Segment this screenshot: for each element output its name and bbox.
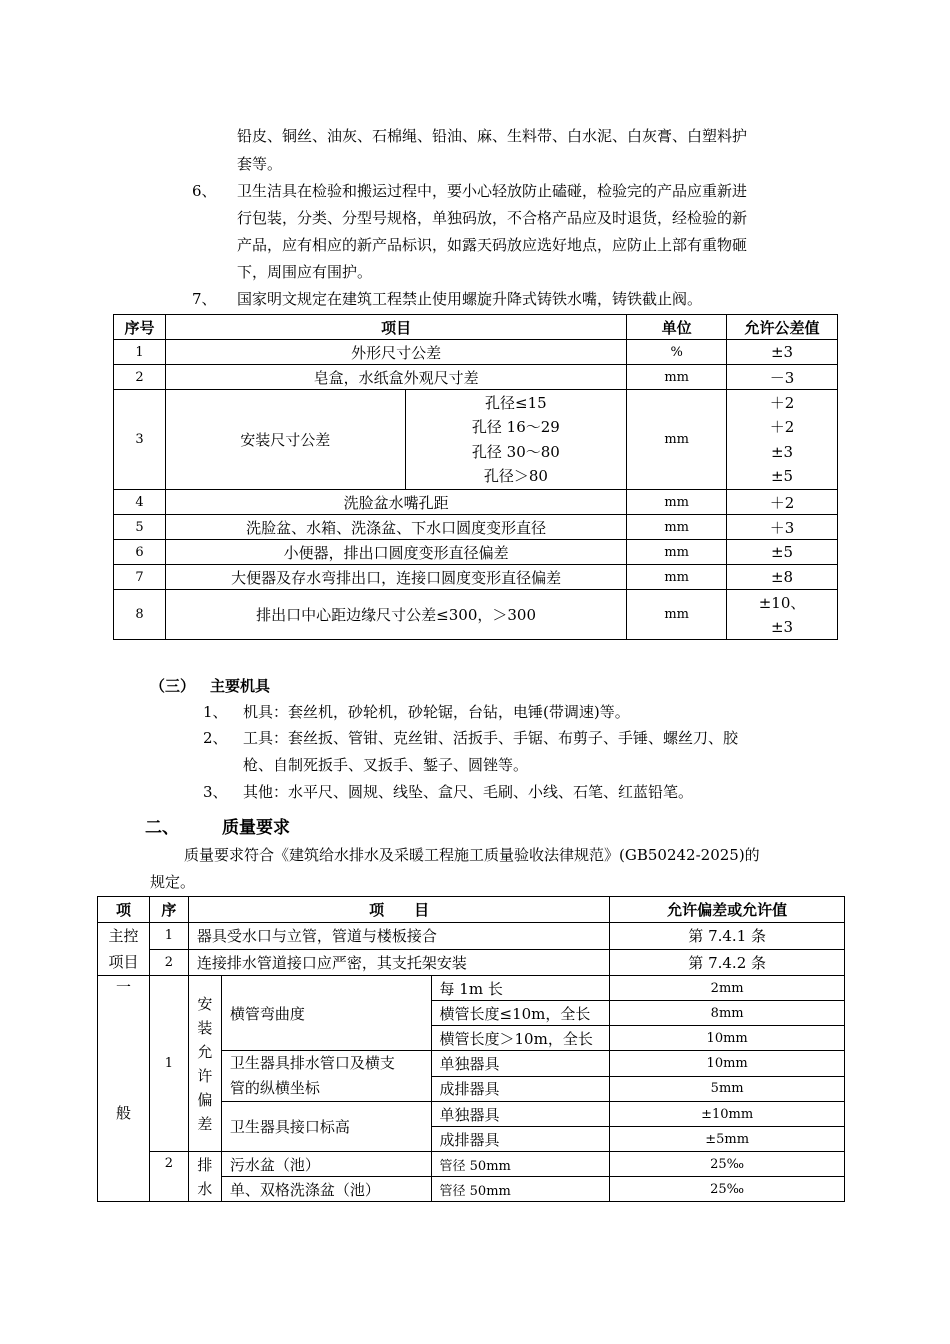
category-label: 项目 <box>108 953 139 971</box>
table-row <box>114 565 838 590</box>
section-heading: 主要机具 <box>210 677 271 695</box>
category-label: 般 <box>115 1104 131 1122</box>
category-label: 一 <box>115 978 131 996</box>
header-value: 允许公差值 <box>727 315 838 340</box>
cell-sub: 孔径 30～80 <box>471 442 560 461</box>
para-line: 其他：水平尺、圆规、线坠、盒尺、毛刷、小线、石笔、红蓝铅笔。 <box>243 783 694 801</box>
para-line: 卫生洁具在检验和搬运过程中，要小心轻放防止磕碰，检验完的产品应重新进 <box>237 182 748 200</box>
cell-condition: 成排器具 <box>431 1127 610 1152</box>
table-row <box>98 949 845 976</box>
para-line: 枪、自制死扳手、叉扳手、錾子、圆锉等。 <box>243 756 529 774</box>
group-label-char: 装 <box>197 1018 213 1037</box>
cell-item: 安装尺寸公差 <box>165 390 405 490</box>
cell-value: ±10mm <box>610 1102 845 1127</box>
cell-item: 器具受水口与立管，管道与楼板接合 <box>188 923 609 950</box>
group-label-char: 许 <box>197 1066 213 1085</box>
cell-value: ＋2 <box>769 418 795 436</box>
cell-item: 洗脸盆、水箱、洗涤盆、下水口圆度变形直径 <box>165 515 626 540</box>
cell-value: 10mm <box>610 1051 845 1077</box>
cell-value: 10mm <box>610 1026 845 1051</box>
cell-unit: mm <box>627 490 727 515</box>
item-number: 1、 <box>203 703 228 721</box>
cell-condition: 成排器具 <box>431 1076 610 1102</box>
header-no: 序 <box>149 897 188 923</box>
header-unit: 单位 <box>627 315 727 340</box>
header-item: 项 目 <box>188 897 609 923</box>
cell-value: ±10、 <box>758 593 806 612</box>
cell-unit: mm <box>627 365 727 390</box>
section-number: （三） <box>150 677 196 695</box>
cell-no: 1 <box>149 923 188 950</box>
group-label-char: 排 <box>197 1155 213 1174</box>
cell-value: ＋3 <box>727 515 838 540</box>
cell-value: ＋2 <box>769 393 795 412</box>
table-row <box>98 976 845 1001</box>
cell-value: ±5 <box>727 540 838 565</box>
cell-unit: % <box>627 340 727 365</box>
cell-item: 横管弯曲度 <box>221 976 431 1051</box>
cell-unit: mm <box>627 540 727 565</box>
group-label-char: 允 <box>197 1042 213 1061</box>
cell-item: 小便器，排出口圆度变形直径偏差 <box>165 540 626 565</box>
cell-value: ±5 <box>770 467 794 485</box>
cell-condition: 管径 50mm <box>431 1177 610 1202</box>
cell-item: 外形尺寸公差 <box>165 340 626 365</box>
para-line: 工具：套丝扳、管钳、克丝钳、活扳手、手锯、布剪子、手锤、螺丝刀、胶 <box>243 729 739 747</box>
category-label: 主控 <box>108 927 139 945</box>
cell-item: 排出口中心距边缘尺寸公差≤300，＞300 <box>165 590 626 640</box>
cell-item: 卫生器具排水管口及横支 <box>229 1054 395 1072</box>
header-category: 项 <box>98 897 150 923</box>
cell-no: 1 <box>114 340 166 365</box>
table-row <box>114 590 838 640</box>
quality-table <box>97 896 845 1202</box>
table-row <box>114 340 838 365</box>
cell-no: 3 <box>114 390 166 490</box>
para-line: 行包装，分类、分型号规格，单独码放，不合格产品应及时退货，经检验的新 <box>237 209 748 227</box>
item-number: 7、 <box>192 290 217 308</box>
cell-value: －3 <box>727 365 838 390</box>
para-line: 套等。 <box>237 155 283 173</box>
cell-condition: 单独器具 <box>431 1102 610 1127</box>
cell-condition: 横管长度＞10m，全长 <box>431 1026 610 1051</box>
cell-value: 5mm <box>610 1076 845 1102</box>
cell-item: 卫生器具接口标高 <box>221 1102 431 1152</box>
cell-unit: mm <box>627 515 727 540</box>
header-value: 允许偏差或允许值 <box>610 897 845 923</box>
table-row <box>98 1152 845 1177</box>
cell-item: 污水盆（池） <box>221 1152 431 1177</box>
cell-unit: mm <box>627 390 727 490</box>
cell-item: 单、双格洗涤盆（池） <box>221 1177 431 1202</box>
cell-value: 第 7.4.1 条 <box>610 923 845 950</box>
cell-condition: 横管长度≤10m，全长 <box>431 1001 610 1026</box>
group-label-char: 偏 <box>197 1090 213 1109</box>
cell-sub: 孔径 16～29 <box>471 418 560 436</box>
group-label-char: 水 <box>197 1179 213 1198</box>
table-row <box>114 365 838 390</box>
cell-item: 大便器及存水弯排出口，连接口圆度变形直径偏差 <box>165 565 626 590</box>
cell-item: 洗脸盆水嘴孔距 <box>165 490 626 515</box>
cell-no: 2 <box>149 949 188 976</box>
group-label-char: 差 <box>197 1114 213 1133</box>
cell-no: 1 <box>149 976 188 1152</box>
cell-item: 管的纵横坐标 <box>229 1079 320 1097</box>
cell-no: 7 <box>114 565 166 590</box>
cell-unit: mm <box>627 565 727 590</box>
section-number: 二、 <box>145 818 179 838</box>
cell-sub: 孔径＞80 <box>483 467 548 485</box>
cell-value: ±3 <box>770 442 794 461</box>
item-number: 3、 <box>203 783 228 801</box>
table-row <box>114 515 838 540</box>
header-no: 序号 <box>114 315 166 340</box>
cell-value: ±8 <box>727 565 838 590</box>
cell-no: 2 <box>149 1152 188 1202</box>
table-row <box>114 390 838 490</box>
cell-no: 5 <box>114 515 166 540</box>
tolerance-table <box>113 314 838 640</box>
para-line: 规定。 <box>150 873 196 891</box>
section-heading: 质量要求 <box>222 818 290 838</box>
cell-value: 25‰ <box>610 1177 845 1202</box>
cell-condition: 管径 50mm <box>431 1152 610 1177</box>
header-item: 项目 <box>165 315 626 340</box>
group-label-char: 安 <box>197 994 213 1013</box>
para-line: 质量要求符合《建筑给水排水及采暖工程施工质量验收法律规范》(GB50242-2025)的 <box>184 846 760 864</box>
cell-no: 8 <box>114 590 166 640</box>
cell-item: 连接排水管道接口应严密，其支托架安装 <box>188 949 609 976</box>
cell-value: 8mm <box>610 1001 845 1026</box>
para-line: 下，周围应有围护。 <box>237 263 373 281</box>
cell-condition: 单独器具 <box>431 1051 610 1077</box>
cell-value: ＋2 <box>727 490 838 515</box>
cell-value: ±3 <box>727 340 838 365</box>
cell-condition: 每 1m 长 <box>431 976 610 1001</box>
cell-value: 25‰ <box>610 1152 845 1177</box>
cell-value: 第 7.4.2 条 <box>610 949 845 976</box>
cell-no: 6 <box>114 540 166 565</box>
cell-sub: 孔径≤15 <box>485 393 547 412</box>
item-number: 6、 <box>192 182 217 200</box>
item-number: 2、 <box>203 729 228 747</box>
table-row <box>114 540 838 565</box>
table-row <box>114 490 838 515</box>
para-line: 国家明文规定在建筑工程禁止使用螺旋升降式铸铁水嘴，铸铁截止阀。 <box>237 290 703 308</box>
cell-no: 4 <box>114 490 166 515</box>
para-line: 铅皮、铜丝、油灰、石棉绳、铅油、麻、生料带、白水泥、白灰膏、白塑料护 <box>237 127 748 145</box>
cell-value: 2mm <box>610 976 845 1001</box>
cell-item: 皂盒，水纸盒外观尺寸差 <box>165 365 626 390</box>
cell-unit: mm <box>627 590 727 640</box>
para-line: 产品，应有相应的新产品标识，如露天码放应选好地点，应防止上部有重物砸 <box>237 236 748 254</box>
cell-value: ±5mm <box>610 1127 845 1152</box>
para-line: 机具：套丝机，砂轮机，砂轮锯，台钻，电锤(带调速)等。 <box>243 703 630 721</box>
table-row <box>98 923 845 950</box>
cell-no: 2 <box>114 365 166 390</box>
cell-value: ±3 <box>770 617 794 636</box>
